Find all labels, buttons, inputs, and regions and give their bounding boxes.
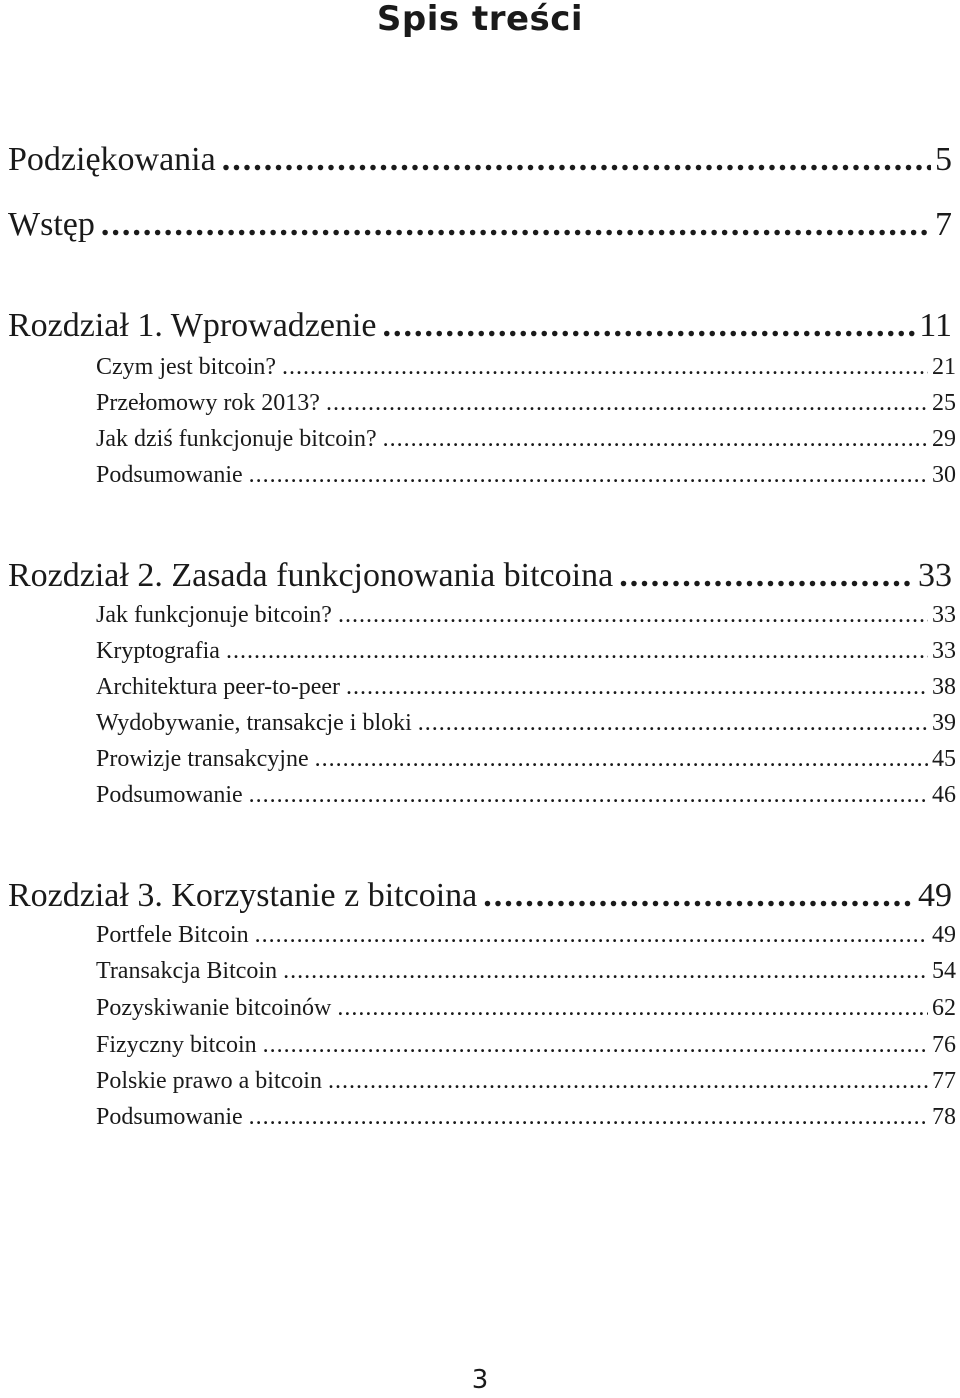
toc-section-page: 29 [932,426,956,452]
toc-section [96,1030,956,1060]
toc-section-page: 33 [932,638,956,664]
toc-section-page: 39 [932,710,956,736]
toc-section-page: 21 [932,354,956,380]
toc-leader-dots [282,352,928,382]
toc-section-label: Przełomowy rok 2013? [96,390,320,416]
toc-section-label: Podsumowanie [96,462,243,488]
toc-section-page: 54 [932,958,956,984]
toc-section [96,993,956,1023]
toc-leader-dots [337,993,928,1023]
toc-leader-dots [418,708,928,738]
toc-section [96,956,956,986]
toc-section [96,744,956,774]
toc-section-label: Polskie prawo a bitcoin [96,1068,322,1094]
toc-chapter-page: 11 [919,307,952,344]
toc-entry-label: Podziękowania [8,141,216,178]
toc-leader-dots [263,1030,928,1060]
toc-section-label: Jak funkcjonuje bitcoin? [96,602,332,628]
toc-section-page: 46 [932,782,956,808]
toc-section [96,708,956,738]
toc-leader-dots [255,920,928,950]
toc-section [96,352,956,382]
toc-leader-dots [249,1102,928,1132]
toc-section-label: Podsumowanie [96,1104,243,1130]
toc-section-page: 33 [932,602,956,628]
toc-section [96,1102,956,1132]
toc-section-page: 78 [932,1104,956,1130]
toc-entry-page: 7 [935,206,952,243]
toc-section-label: Czym jest bitcoin? [96,354,276,380]
toc-section-page: 76 [932,1032,956,1058]
toc-leader-dots [315,744,928,774]
toc-section [96,636,956,666]
toc-chapter-page: 49 [918,877,952,914]
page-title: Spis treści [376,0,584,39]
toc-leader-dots [101,205,931,245]
toc-leader-dots [619,556,914,596]
toc-section-label: Pozyskiwanie bitcoinów [96,995,332,1021]
toc-section-page: 77 [932,1068,956,1094]
toc-section-label: Wydobywanie, transakcje i bloki [96,710,412,736]
toc-leader-dots [383,424,928,454]
toc-section-page: 25 [932,390,956,416]
toc-section-label: Podsumowanie [96,782,243,808]
toc-section-label: Transakcja Bitcoin [96,958,278,984]
toc-section [96,1066,956,1096]
toc-section-label: Portfele Bitcoin [96,922,249,948]
toc-chapter-label: Rozdział 1. Wprowadzenie [8,307,377,344]
toc-leader-dots [222,140,931,180]
toc-chapter-2 [8,556,952,596]
toc-leader-dots [283,956,928,986]
toc-section [96,600,956,630]
toc-leader-dots [326,388,928,418]
toc-chapter-label: Rozdział 3. Korzystanie z bitcoina [8,877,478,914]
toc-section-label: Architektura peer-to-peer [96,674,341,700]
toc-leader-dots [249,460,928,490]
toc-chapter-label: Rozdział 2. Zasada funkcjonowania bitcoina [8,557,614,594]
toc-leader-dots [346,672,928,702]
toc-entry-label: Wstęp [8,206,95,243]
toc-leader-dots [338,600,928,630]
toc-section-label: Prowizje transakcyjne [96,746,309,772]
toc-section-page: 45 [932,746,956,772]
toc-section-label: Jak dziś funkcjonuje bitcoin? [96,426,377,452]
toc-leader-dots [483,876,914,916]
toc-entry-page: 5 [935,141,952,178]
toc-chapter-1 [8,306,952,346]
page-number: 3 [471,1365,489,1395]
toc-section-page: 49 [932,922,956,948]
toc-section [96,424,956,454]
toc-chapter-3 [8,876,952,916]
toc-leader-dots [249,780,928,810]
toc-section-page: 62 [932,995,956,1021]
toc-leader-dots [226,636,928,666]
toc-section [96,460,956,490]
toc-section-page: 30 [932,462,956,488]
toc-section [96,672,956,702]
toc-entry-wstep [8,205,952,245]
toc-section [96,388,956,418]
toc-entry-podziekowania [8,140,952,180]
toc-leader-dots [328,1066,928,1096]
toc-section [96,920,956,950]
toc-chapter-page: 33 [918,557,952,594]
toc-section-page: 38 [932,674,956,700]
toc-section-label: Fizyczny bitcoin [96,1032,257,1058]
toc-leader-dots [383,306,916,346]
toc-section-label: Kryptografia [96,638,220,664]
toc-section [96,780,956,810]
